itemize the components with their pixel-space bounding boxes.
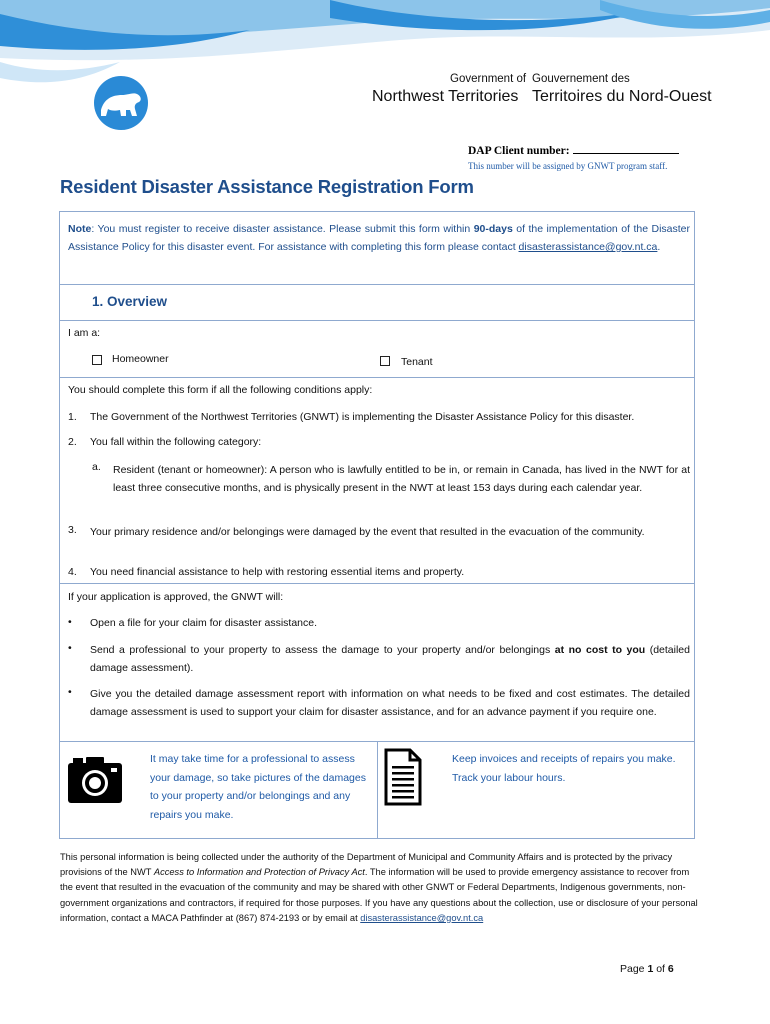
page-current: 1 (647, 963, 654, 975)
bullet-icon: • (68, 686, 72, 698)
bullet-bold: at no cost to you (554, 644, 646, 656)
gov-fr-big: Territoires du Nord-Ouest (532, 88, 712, 105)
condition-item: Your primary residence and/or belongings were damaged by the event that resulted in the evacuation of the community. (90, 526, 645, 538)
homeowner-label: Homeowner (112, 353, 169, 365)
form-title: Resident Disaster Assistance Registration Form (60, 176, 474, 197)
overview-header-row (60, 284, 694, 321)
privacy-text-before: This personal information is being collected under the authority of the Department of Municipal and Community Affairs and is protected by the privacy provisions of the NWT (60, 852, 673, 878)
gov-en-big: Northwest Territories (372, 88, 519, 105)
condition-item: You need financial assistance to help with restoring essential items and property. (90, 566, 465, 578)
sub-item-letter: a. (92, 461, 101, 473)
note-label: Note (68, 223, 92, 235)
gnwt-bullet-item: Open a file for your claim for disaster assistance. (90, 617, 318, 629)
document-icon (383, 748, 423, 808)
tip-receipts-text: Keep invoices and receipts of repairs you make. Track your labour hours. (452, 753, 676, 784)
gnwt-bullet-item: Give you the detailed damage assessment report with information on what needs to be fixed and cost estimates. The detailed damage assessment is used to support your claim for disaster assistance, and for an advance payment if you require one. (90, 688, 690, 718)
tenant-label: Tenant (401, 356, 433, 368)
gnwt-will-section (60, 583, 694, 742)
page-total: 6 (667, 963, 674, 975)
gnwt-bullet-item (90, 641, 690, 677)
sub-item-text: Resident (tenant or homeowner): A person who is lawfully entitled to be in, or remain in Canada, has lived in the NWT for at least three consecutive months, and is physically present in the NWT at least 153 days during each calendar year. (113, 464, 690, 494)
privacy-email-link[interactable]: disasterassistance@gov.nt.ca (360, 912, 484, 923)
note-text-after: of the implementation of the Disaster Assistance Policy for this disaster event. For assistance with completing this form please contact (68, 223, 691, 253)
polar-bear-icon (94, 76, 148, 130)
condition-number: 2. (68, 436, 77, 448)
note-section (60, 212, 694, 285)
bullet-text-after: (detailed damage assessment). (90, 644, 690, 674)
i-am-row (60, 320, 694, 378)
privacy-text-after: . The information will be used to provide emergency assistance to recover from the event that resulted in the evacuation of the community and may be shared with other GNWT or Federal Departments, Indigenous governments, non-government organizations and contractors, if required for those purposes. If you have any questions about the collection, use or disclosure of your personal information, contact a MACA Pathfinder at (867) 874-2193 or by email at (60, 867, 698, 923)
tip-divider (377, 741, 378, 838)
page-of: of (653, 963, 668, 975)
privacy-act-name: Access to Information and Protection of Privacy Act (153, 867, 365, 878)
tips-section (60, 741, 694, 838)
camera-icon (67, 755, 123, 805)
condition-number: 4. (68, 566, 77, 578)
note-text (68, 220, 690, 256)
conditions-intro: You should complete this form if all the following conditions apply: (68, 384, 373, 396)
dap-number-blank[interactable] (573, 142, 679, 154)
condition-item: You fall within the following category: (90, 436, 262, 448)
condition-number: 1. (68, 411, 77, 423)
gov-fr-small: Gouvernement des (532, 73, 630, 85)
dap-label: DAP Client number: (468, 145, 570, 157)
note-end: . (657, 241, 661, 253)
privacy-notice (60, 850, 704, 926)
form-box (59, 211, 695, 839)
note-days: 90-days (473, 223, 513, 235)
dap-note: This number will be assigned by GNWT program staff. (468, 161, 668, 171)
homeowner-checkbox[interactable] (92, 355, 102, 365)
condition-item: The Government of the Northwest Territories (GNWT) is implementing the Disaster Assistance Policy for this disaster. (90, 411, 635, 423)
bullet-icon: • (68, 616, 72, 628)
page-label: Page (620, 963, 648, 975)
bullet-icon: • (68, 642, 72, 654)
bullet-text-before: Send a professional to your property to assess the damage to your property and/or belongings (90, 644, 555, 656)
condition-number: 3. (68, 524, 77, 536)
tip-photo-text: It may take time for a professional to assess your damage, so take pictures of the damages to your property and/or belongings and any repairs you make. (150, 753, 366, 821)
gnwt-intro: If your application is approved, the GNWT will: (68, 591, 284, 603)
dap-client-number (468, 142, 698, 171)
header-wave-graphic (0, 0, 770, 140)
page-number (620, 963, 674, 975)
tenant-checkbox[interactable] (380, 356, 390, 366)
i-am-label: I am a: (68, 327, 101, 339)
note-email-link[interactable]: disasterassistance@gov.nt.ca (518, 241, 658, 253)
note-text-before: : You must register to receive disaster assistance. Please submit this form within (91, 223, 474, 235)
gov-en-small: Government of (450, 73, 527, 85)
overview-heading: 1. Overview (92, 294, 168, 309)
conditions-section (60, 377, 694, 584)
